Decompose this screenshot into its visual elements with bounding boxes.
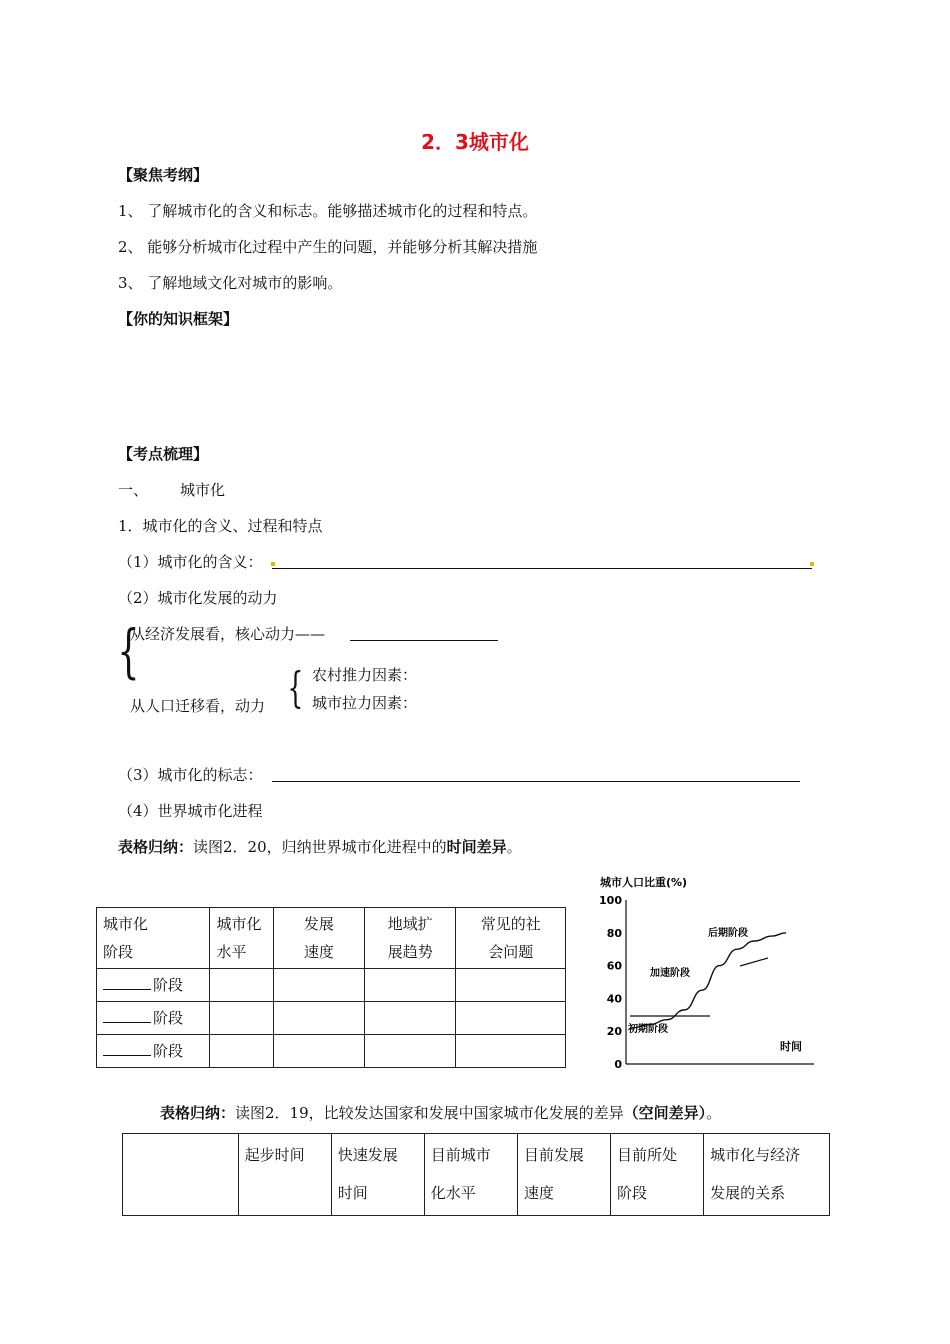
- header-cell: [456, 908, 566, 969]
- chart-ylabel: 城市人口比重(%): [600, 876, 688, 889]
- summary-2-label: 表格归纳：: [160, 1104, 236, 1122]
- table-cell[interactable]: [456, 1002, 566, 1035]
- header-cell: [517, 1134, 610, 1216]
- table-cell[interactable]: [273, 1002, 364, 1035]
- table-cell[interactable]: [365, 1002, 456, 1035]
- table-cell[interactable]: [365, 969, 456, 1002]
- header-cell: [97, 908, 210, 969]
- late-stage-marker: [740, 958, 768, 966]
- summary-1-text: 读图2．20，归纳世界城市化进程中的: [193, 838, 447, 856]
- table-cell[interactable]: [273, 969, 364, 1002]
- pull-factor: 城市拉力因素：: [312, 694, 418, 712]
- header-text: 发展: [303, 915, 334, 933]
- table-cell[interactable]: [210, 969, 273, 1002]
- table-row: [97, 969, 566, 1002]
- marker-dot: [271, 562, 275, 566]
- item-1: 1．城市化的含义、过程和特点: [118, 517, 323, 535]
- economic-driver: 从经济发展看，核心动力——: [130, 625, 326, 643]
- header-text: 时间: [337, 1184, 368, 1202]
- push-factor: 农村推力因素：: [312, 666, 418, 684]
- table-cell[interactable]: [123, 1134, 239, 1216]
- question-4: （4）世界城市化进程: [118, 802, 263, 820]
- header-cell: [331, 1134, 424, 1216]
- question-1: （1）城市化的含义：: [118, 553, 263, 571]
- focus-item-3: 3、 了解地域文化对城市的影响。: [118, 274, 343, 292]
- table-cell[interactable]: [365, 1035, 456, 1068]
- urbanization-chart: [590, 870, 820, 1070]
- summary-2: [160, 1102, 721, 1123]
- review-header: 【考点梳理】: [118, 445, 209, 463]
- late-stage-label: 后期阶段: [708, 928, 748, 939]
- urbanization-curve: [632, 933, 786, 1028]
- table-header-row: [123, 1134, 830, 1216]
- header-text: 城市化: [103, 915, 149, 933]
- summary-1: [118, 836, 522, 857]
- header-text: 地域扩: [387, 915, 433, 933]
- header-text: 化水平: [430, 1184, 476, 1202]
- left-brace: {: [117, 617, 140, 685]
- stage-suffix: 阶段: [153, 976, 184, 994]
- question-3: （3）城市化的标志：: [118, 766, 263, 784]
- stage-suffix: 阶段: [153, 1009, 184, 1027]
- header-text: 常见的社: [480, 915, 541, 933]
- answer-line-3[interactable]: [272, 781, 800, 782]
- y-tick-label: 20: [606, 1025, 622, 1039]
- table-row: [97, 1035, 566, 1068]
- summary-1-label: 表格归纳：: [118, 838, 194, 856]
- header-text: 目前所处: [616, 1146, 677, 1164]
- header-text: 城市化: [216, 915, 262, 933]
- table-row: [97, 1002, 566, 1035]
- header-cell: [424, 1134, 517, 1216]
- summary-1-end: 。: [506, 838, 522, 856]
- page-title: 2．3城市化: [421, 130, 529, 154]
- focus-header: 【聚焦考纲】: [118, 166, 209, 184]
- y-tick-label: 60: [606, 959, 622, 973]
- framework-header: 【你的知识框架】: [118, 310, 239, 328]
- summary-2-end: 。: [706, 1104, 722, 1122]
- initial-stage-label: 初期阶段: [628, 1024, 668, 1035]
- header-cell: [273, 908, 364, 969]
- header-cell: [704, 1134, 830, 1216]
- table-cell[interactable]: [456, 969, 566, 1002]
- stage-suffix: 阶段: [153, 1042, 184, 1060]
- small-brace: {: [287, 663, 304, 712]
- header-text: 展趋势: [387, 943, 433, 961]
- focus-item-2: 2、 能够分析城市化过程中产生的问题，并能够分析其解决措施: [118, 238, 538, 256]
- summary-1-emphasis: 时间差异: [446, 838, 507, 856]
- stage-cell[interactable]: [97, 969, 210, 1002]
- y-tick-label: 100: [599, 894, 622, 907]
- part1-number: 一、: [118, 481, 149, 499]
- table-cell[interactable]: [210, 1002, 273, 1035]
- table-cell[interactable]: [210, 1035, 273, 1068]
- marker-dot: [810, 562, 814, 566]
- population-driver: 从人口迁移看，动力: [130, 697, 266, 715]
- header-text: 阶段: [103, 943, 134, 961]
- summary-2-emphasis: （空间差异）: [623, 1104, 707, 1122]
- header-text: 城市化与经济: [710, 1146, 801, 1164]
- header-text: 水平: [216, 943, 247, 961]
- table-cell[interactable]: [456, 1035, 566, 1068]
- header-text: 速度: [523, 1184, 554, 1202]
- stage-cell[interactable]: [97, 1035, 210, 1068]
- header-text: 会问题: [488, 943, 534, 961]
- header-text: 快速发展: [337, 1146, 398, 1164]
- header-text: 起步时间: [244, 1146, 305, 1164]
- summary-2-text: 读图2．19，比较发达国家和发展中国家城市化发展的差异: [235, 1104, 624, 1122]
- header-text: 目前城市: [430, 1146, 491, 1164]
- header-text: 目前发展: [523, 1146, 584, 1164]
- header-cell: [210, 908, 273, 969]
- answer-line-economic[interactable]: [350, 640, 498, 641]
- focus-item-1: 1、 了解城市化的含义和标志。能够描述城市化的过程和特点。: [118, 202, 538, 220]
- spatial-difference-table: [122, 1133, 830, 1216]
- answer-line-1[interactable]: [272, 568, 812, 569]
- header-text: 阶段: [616, 1184, 647, 1202]
- y-tick-label: 0: [614, 1058, 622, 1070]
- header-text: 速度: [303, 943, 334, 961]
- part1-title: 城市化: [180, 481, 226, 499]
- header-cell: [238, 1134, 331, 1216]
- stage-cell[interactable]: [97, 1002, 210, 1035]
- header-cell: [610, 1134, 703, 1216]
- header-text: 发展的关系: [710, 1184, 786, 1202]
- acceleration-stage-label: 加速阶段: [650, 968, 690, 979]
- header-cell: [365, 908, 456, 969]
- question-2: （2）城市化发展的动力: [118, 589, 278, 607]
- table-cell[interactable]: [273, 1035, 364, 1068]
- y-tick-label: 40: [606, 992, 622, 1006]
- chart-xlabel: 时间: [780, 1040, 802, 1053]
- table-header-row: [97, 908, 566, 969]
- y-tick-label: 80: [606, 926, 622, 940]
- time-difference-table: [96, 907, 566, 1068]
